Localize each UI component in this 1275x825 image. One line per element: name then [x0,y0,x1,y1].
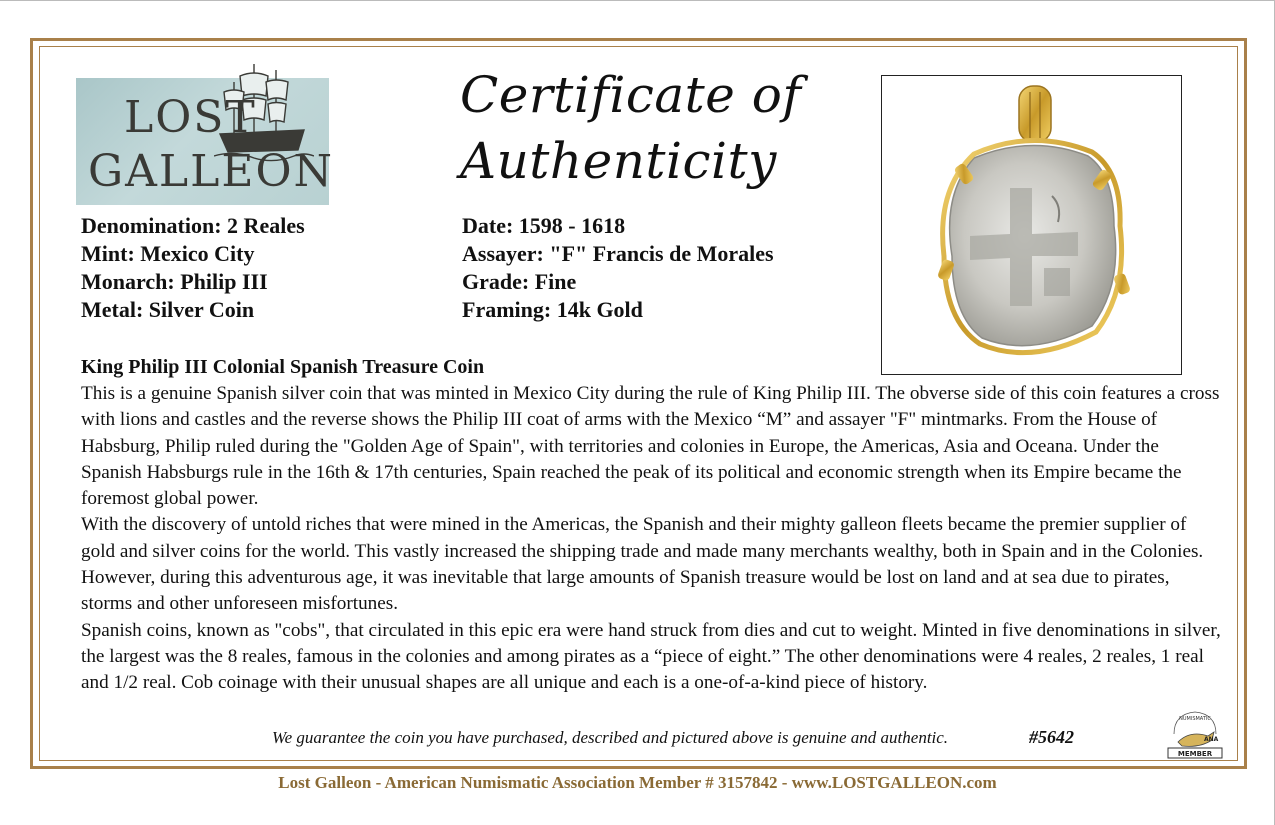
ana-badge-top-text: NUMISMATIC [1179,716,1211,722]
spec-framing: Framing: 14k Gold [462,297,643,322]
spec-date: Date: 1598 - 1618 [462,213,626,238]
coin-photo [881,75,1182,375]
spec-assayer: Assayer: "F" Francis de Morales [462,241,774,266]
certificate-number: #5642 [1029,727,1074,747]
logo-word-lost: LOST [124,92,257,143]
top-edge-line [0,0,1275,1]
guarantee-statement: We guarantee the coin you have purchased, described and pictured above is genuine and authentic. [272,728,949,747]
spec-list-right [462,212,774,324]
paragraph-history: This is a genuine Spanish silver coin that was minted in Mexico City during the rule of King Philip III. The obverse side of this coin features a cross with lions and castles and the reverse shows the Philip III coat of arms with the Mexico “M” and assayer "F" mintmarks. From the House of Habsburg, Philip ruled during the "Golden Age of Spain", with territories and colonies in Europe, the Americas, Asia and Oceana. Under the Spanish Habsburgs rule in the 16th & 17th centuries, Spain reached the peak of its political and economic strength when its Empire became the foremost global power. [81,383,1220,510]
title-line-1: Certificate of [460,66,802,124]
footer-membership-line: Lost Galleon - American Numismatic Association Member # 3157842 - www.LOSTGALLEON.com [278,773,997,792]
spec-metal: Metal: Silver Coin [81,297,255,322]
paragraph-galleons: With the discovery of untold riches that were mined in the Americas, the Spanish and their mighty galleon fleets became the premier supplier of gold and silver coins for the world. This vastly increased the shipping trade and made many merchants wealthy, both in Spain and in the Colonies. However, during this adventurous age, it was inevitable that large amounts of Spanish treasure would be lost on land and at sea due to pirates, storms and other unforeseen misfortunes. [81,514,1204,615]
paragraph-cobs: Spanish coins, known as "cobs", that circulated in this epic era were hand struck from dies and cut to weight. Minted in five denominations in silver, the largest was the 8 reales, famous in the colonies and among pirates as a “piece of eight.” The other denominations were 4 reales, 2 reales, 1 real and 1/2 real. Cob coinage with their unusual shapes are all unique and each is a one-of-a-kind piece of history. [81,619,1221,694]
coin-pendant-image [882,76,1181,374]
ana-badge-member-text: MEMBER [1177,750,1213,758]
spec-monarch: Monarch: Philip III [81,269,268,294]
description-heading: King Philip III Colonial Spanish Treasure Coin [81,356,485,378]
spec-grade: Grade: Fine [462,269,577,294]
certificate-title [460,62,860,194]
logo-word-galleon: GALLEON [88,146,335,197]
description-body [81,381,1221,697]
ana-badge-main-text: ANA [1204,736,1219,743]
spec-list-left [81,212,305,324]
title-line-2: Authenticity [460,132,777,190]
spec-denomination: Denomination: 2 Reales [81,213,305,238]
lost-galleon-logo [76,78,335,205]
spec-mint: Mint: Mexico City [81,241,255,266]
ana-member-badge-icon [1160,708,1230,760]
